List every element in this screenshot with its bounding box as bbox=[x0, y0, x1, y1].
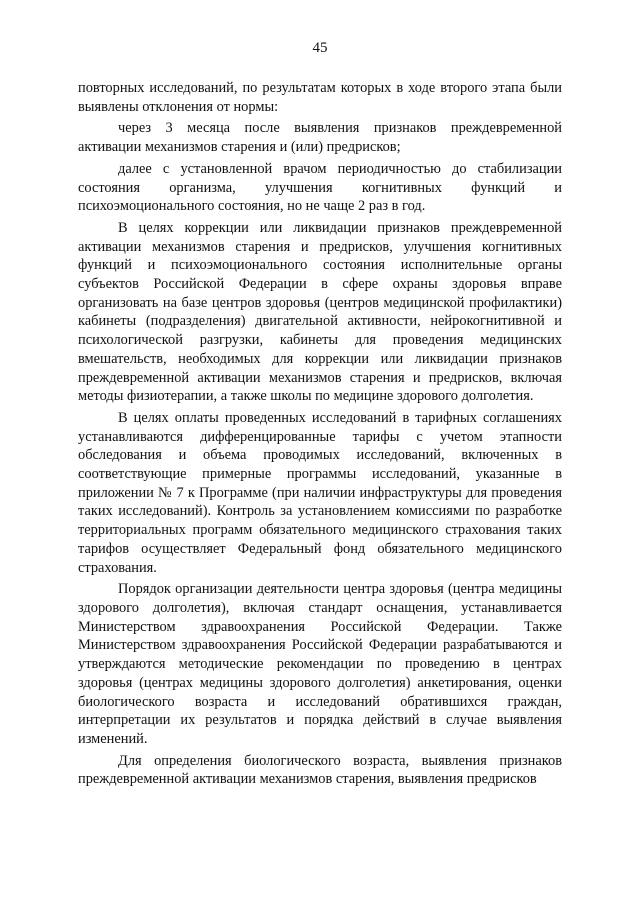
paragraph-organization-procedure: Порядок организации деятельности центра здоровья (центра медицины здорового долголетия), включая стандарт оснащения, устанавливается Министерством здравоохранения Российской Федерации. Также Министерством здравоохранения Российской Федерации разрабатываются и утверждаются методические рекомендации по проведению в центрах здоровья (центрах медицины здорового долголетия) анкетирования, оценки биологического возраста и исследований обратившихся граждан, интерпретации их результатов и порядка действий в случае выявления изменений. bbox=[78, 581, 562, 747]
page-number: 45 bbox=[312, 40, 328, 56]
paragraph-tariffs: В целях оплаты проведенных исследований в тарифных соглашениях устанавливаются дифференцированные тарифы с учетом этапности обследования и объема проводимых исследований, включенных в соответствующие примерные программы исследований, указанные в приложении № 7 к Программе (при наличии инфраструктуры для проведения таких исследований). Контроль за установлением комиссиями по разработке территориальных программ обязательного медицинского страхования таких тарифов осуществляет Федеральный фонд обязательного медицинского страхования. bbox=[78, 409, 562, 576]
paragraph-continuation: повторных исследований, по результатам которых в ходе второго этапа были выявлены отклонения от нормы: bbox=[78, 80, 562, 115]
paragraph-three-months: через 3 месяца после выявления признаков преждевременной активации механизмов старения и (или) предрисков; bbox=[78, 120, 562, 156]
document-body bbox=[78, 79, 562, 792]
paragraph-correction-offices: В целях коррекции или ликвидации признаков преждевременной активации механизмов старения и предрисков, улучшения когнитивных функций и психоэмоционального состояния исполнительные органы субъектов Российской Федерации в сфере охраны здоровья вправе организовать на базе центров здоровья (центров медицинской профилактики) кабинеты (подразделения) двигательной активности, нейрокогнитивной и психологической разгрузки, кабинеты для проведения медицинских вмешательств, необходимых для коррекции или ликвидации признаков преждевременной активации механизмов старения и предрисков, включая методы физиотерапии, а также школы по медицине здорового долголетия. bbox=[78, 219, 562, 405]
paragraph-periodicity: далее с установленной врачом периодичностью до стабилизации состояния организма, улучшения когнитивных функций и психоэмоционального состояния, но не чаще 2 раз в год. bbox=[78, 160, 562, 215]
paragraph-biological-age: Для определения биологического возраста, выявления признаков преждевременной активации механизмов старения, выявления предрисков bbox=[78, 752, 562, 788]
